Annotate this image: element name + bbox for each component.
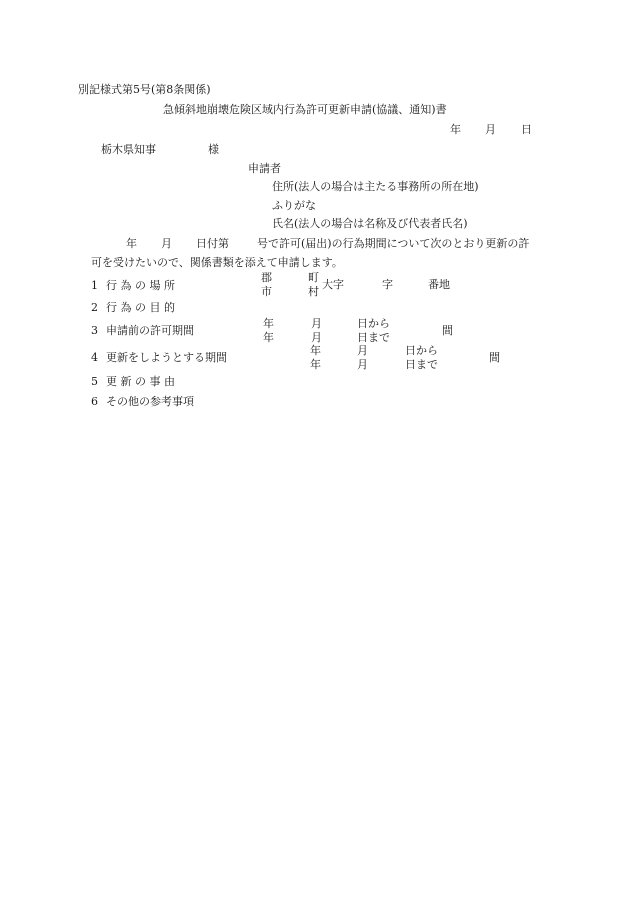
item-number: 4 <box>91 351 98 364</box>
item-label: 行 為 の 場 所 <box>106 279 175 292</box>
place-shi: 市 <box>261 285 272 298</box>
period-prior-between: 間 <box>442 324 453 337</box>
addressee-honorific: 様 <box>208 143 219 156</box>
period-renewal-month-start: 月 <box>357 344 368 357</box>
period-prior-year-start: 年 <box>263 317 274 330</box>
period-renewal-between: 間 <box>489 351 500 364</box>
body-year: 年 <box>126 237 137 250</box>
place-mura: 村 <box>308 285 319 298</box>
form-reference: 別記様式第5号(第8条関係) <box>78 83 211 96</box>
body-text-line1: 号で許可(届出)の行為期間について次のとおり更新の許 <box>257 237 530 250</box>
period-renewal-month-end: 月 <box>357 358 368 371</box>
date-day: 日 <box>521 123 532 136</box>
item-number: 5 <box>91 375 98 388</box>
period-renewal-year-end: 年 <box>310 358 321 371</box>
period-prior-month-end: 月 <box>311 331 322 344</box>
item-label: 申請前の許可期間 <box>106 324 194 337</box>
item-label: 更新をしようとする期間 <box>106 351 227 364</box>
period-prior-month-start: 月 <box>311 317 322 330</box>
place-gun: 郡 <box>261 271 272 284</box>
place-machi: 町 <box>308 271 319 284</box>
item-number: 1 <box>91 279 98 292</box>
period-renewal-year-start: 年 <box>310 344 321 357</box>
item-label: 行 為 の 目 的 <box>106 301 175 314</box>
date-year: 年 <box>450 123 461 136</box>
applicant-name: 氏名(法人の場合は名称及び代表者氏名) <box>272 217 468 230</box>
place-aza: 字 <box>382 278 393 291</box>
addressee-governor: 栃木県知事 <box>101 143 156 156</box>
body-text-line2: 可を受けたいので、関係書類を添えて申請します。 <box>91 256 343 269</box>
body-day-ref: 日付第 <box>196 237 229 250</box>
applicant-address: 住所(法人の場合は主たる事務所の所在地) <box>272 180 479 193</box>
period-prior-to: 日まで <box>357 331 390 344</box>
item-label: 更 新 の 事 由 <box>106 375 175 388</box>
item-label: その他の参考事項 <box>106 395 194 408</box>
date-month: 月 <box>485 123 496 136</box>
document-title: 急傾斜地崩壊危険区域内行為許可更新申請(協議、通知)書 <box>163 103 447 116</box>
item-number: 6 <box>91 395 98 408</box>
item-number: 3 <box>91 324 98 337</box>
place-oaza: 大字 <box>322 278 344 291</box>
applicant-furigana: ふりがな <box>272 199 316 212</box>
item-number: 2 <box>91 301 98 314</box>
period-prior-from: 日から <box>357 317 390 330</box>
applicant-label: 申請者 <box>248 162 281 175</box>
place-banchi: 番地 <box>428 278 450 291</box>
period-renewal-from: 日から <box>405 344 438 357</box>
period-prior-year-end: 年 <box>263 331 274 344</box>
body-month: 月 <box>161 237 172 250</box>
period-renewal-to: 日まで <box>405 358 438 371</box>
